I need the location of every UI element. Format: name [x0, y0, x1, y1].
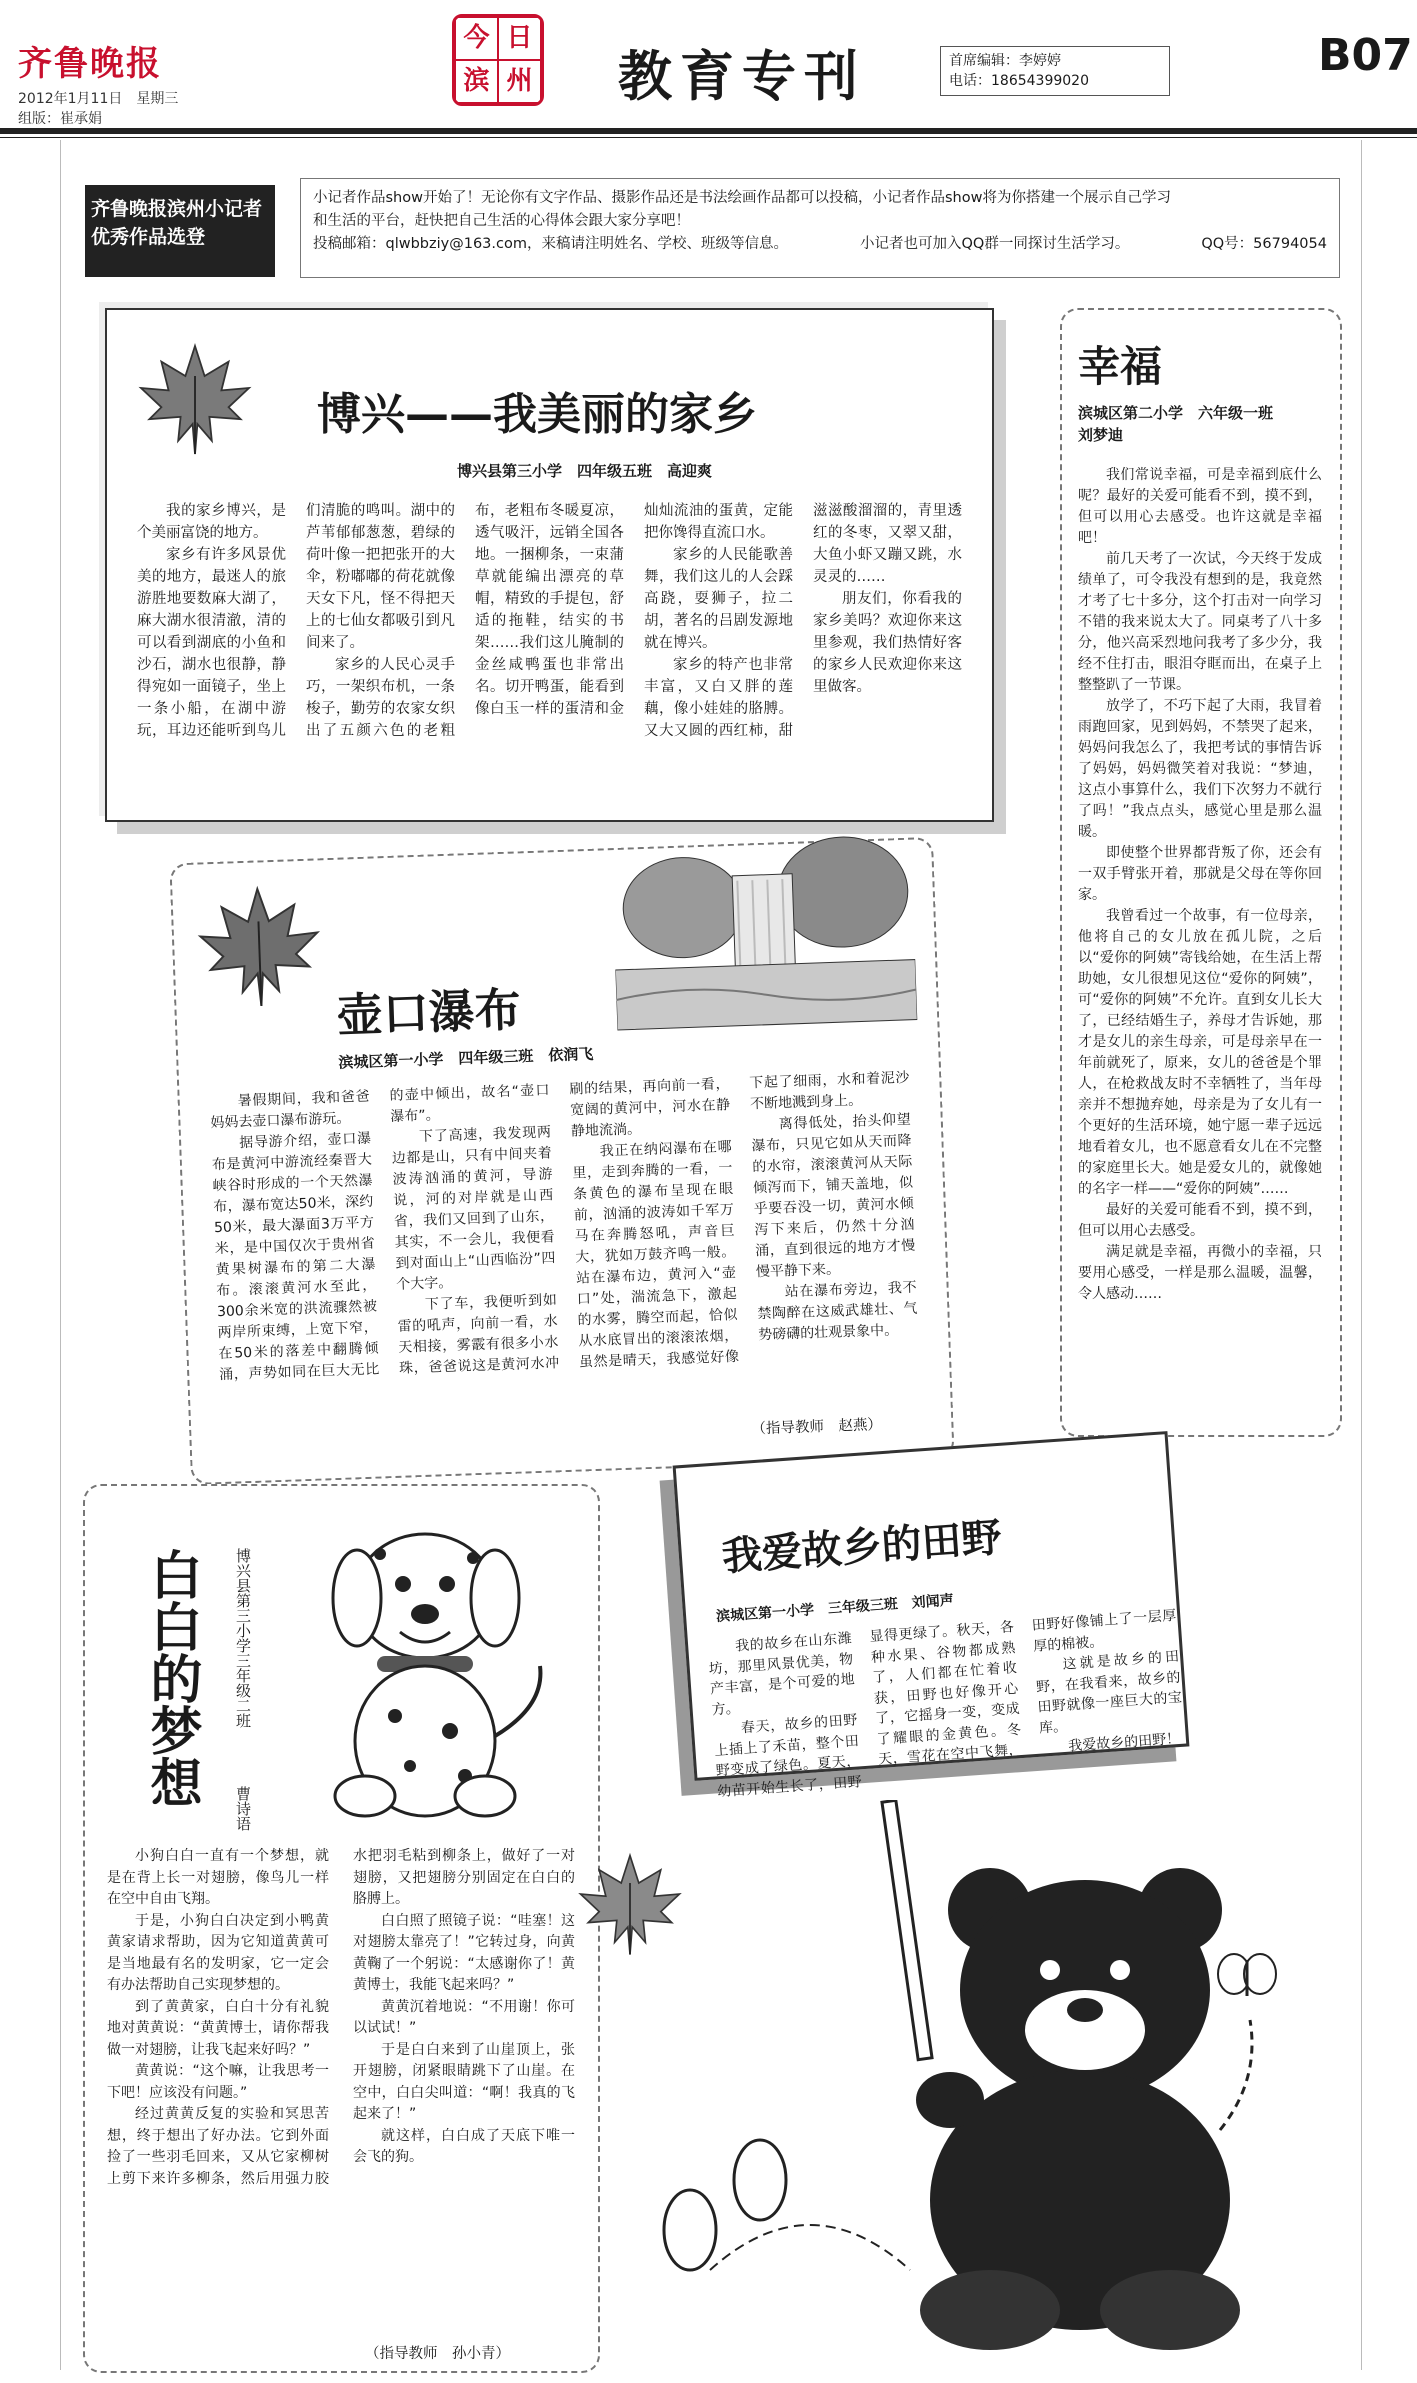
- masthead-rule-thin: [0, 137, 1417, 138]
- paragraph: 我的家乡博兴，是个美丽富饶的地方。: [137, 503, 286, 541]
- paragraph: 离得低处，抬头仰望瀑布，只见它如从天而降的水帘，滚滚黄河从天际倾泻而下，铺天盖地，似乎要吞没一切，黄河水倾泻下来后，仍然十分汹涌，直到很远的地方才慢慢平静下来。: [751, 1111, 916, 1281]
- article-title: 幸福: [1078, 342, 1163, 391]
- article-body: [107, 1846, 575, 2346]
- notice-qq: QQ号：56794054: [1201, 236, 1327, 252]
- article-title: 我爱故乡的田野: [720, 1514, 1004, 1581]
- article-body: [209, 1068, 920, 1422]
- section-title: 教育专刊: [618, 44, 866, 108]
- paragraph: 黄黄沉着地说：“不用谢！你可以试试！”: [353, 1998, 575, 2036]
- paragraph: 春天，故乡的田野上插上了禾苗，整个田野变成了绿色。夏天，幼苗开始生长了，田野显得更绿了。秋天，各种水果、谷物都成熟了，人们都在忙着收获，田野也好像开心了，它摇身一变，变成了耀眼的金黄色。冬天，雪花在空中飞舞，田野好像铺上了一层厚厚的棉被。: [713, 1607, 1177, 1800]
- paragraph: 即使整个世界都背叛了你，还会有一双手臂张开着，那就是父母在等你回家。: [1078, 845, 1322, 903]
- notice-line2: 和生活的平台，赶快把自己生活的心得体会跟大家分享吧！: [313, 213, 690, 229]
- waterfall-illustration: [611, 830, 918, 1040]
- paragraph: 小狗白白一直有一个梦想，就是在背上长一对翅膀，像鸟儿一样在空中自由飞翔。: [107, 1848, 329, 1907]
- paragraph: 下了车，我便听到如雷的吼声，向前一看，水天相接，雾霰有很多小水珠，爸爸说这是黄河水冲刷的结果，再向前一看，宽阔的黄河中，河水在静静地流淌。: [397, 1076, 731, 1377]
- paragraph: 朋友们，你看我的家乡美吗？欢迎你来这里参观，我们热情好客的家乡人民欢迎你来这里做客。: [813, 591, 962, 695]
- paragraph: 黄黄说：“这个嘛，让我思考一下吧！应该没有问题。”: [107, 2063, 329, 2101]
- today-binzhou-seal: [452, 14, 544, 106]
- paragraph: 这就是故乡的田野，在我看来，故乡的田野就像一座巨大的宝库。: [1035, 1648, 1183, 1737]
- promo-tag-line2: 优秀作品选登: [91, 226, 206, 248]
- paragraph: 最好的关爱可能看不到，摸不到，但可以用心去感受。: [1078, 1202, 1322, 1239]
- article-baibai-dream: [83, 1484, 600, 2373]
- paragraph: 家乡的人民能歌善舞，我们这儿的人会踩高跷，耍狮子，拉二胡，著名的吕剧发源地就在博兴。: [644, 547, 793, 651]
- article-byline-name: 刘梦迪: [1078, 426, 1124, 444]
- paragraph: 我正在纳闷瀑布在哪里，走到奔腾的一看，一条黄色的瀑布呈现在眼前，汹涌的波涛如千军万马在奔腾怒吼，声音巨大，犹如万鼓齐鸣一般。站在瀑布边，黄河入“壶口”处，湍流急下，激起的水雾，腾空而起，恰似从水底冒出的滚滚浓烟，虽然是晴天，我感觉好像下起了细雨，水和着泥沙不断地溅到身上。: [572, 1069, 910, 1371]
- notice-line1: 小记者作品show开始了！无论你有文字作品、摄影作品还是书法绘画作品都可以投稿，小记者作品show将为你搭建一个展示自己学习: [313, 190, 1171, 206]
- seal-char: 日: [498, 17, 541, 60]
- paragraph: 我们常说幸福，可是幸福到底什么呢？最好的关爱可能看不到，摸不到，但可以用心去感受。也许这就是幸福吧！: [1078, 467, 1322, 546]
- maple-leaf-icon: [135, 340, 255, 460]
- article-byline: 博兴县第三小学 四年级五班 高迎爽: [457, 462, 713, 480]
- article-happiness: [1060, 308, 1342, 1437]
- article-title: 白白的梦想: [141, 1548, 201, 1808]
- paragraph: 下了高速，我发现两边都是山，只有中间夹着波涛汹涌的黄河，导游说，河的对岸就是山西省，我们又回到了山东，其实，不一会儿，我便看到对面山上“山西临汾”四个大字。: [391, 1124, 556, 1293]
- paragraph: 就这样，白白成了天底下唯一会飞的狗。: [353, 2127, 575, 2165]
- submission-notice: [300, 178, 1340, 278]
- paragraph: 放学了，不巧下起了大雨，我冒着雨跑回家，见到妈妈，不禁哭了起来，妈妈问我怎么了，我把考试的事情告诉了妈妈，妈妈微笑着对我说：“梦迪，这点小事算什么，我们下次努力不就行了吗！”我点点头，感觉心里是那么温暖。: [1078, 698, 1322, 840]
- paragraph: 家乡的人民心灵手巧，一架织布机，一条梭子，勤劳的农家女织出了五颜六色的老粗布，老粗布冬暖夏凉，透气吸汗，远销全国各地。一捆柳条，一束蒲草就能编出漂亮的草帽，精致的手提包，舒适的拖鞋，结实的书架……我们这儿腌制的金丝咸鸭蛋也非常出名。切开鸭蛋，能看到像白玉一样的蛋清和金灿灿流油的蛋黄，定能把你馋得直流口水。: [306, 503, 793, 739]
- teacher-credit: （指导教师 孙小青）: [365, 2346, 510, 2362]
- article-body: [707, 1606, 1188, 1808]
- article-byline: 滨城区第二小学 六年级一班: [1078, 404, 1274, 422]
- paragraph: 于是白白来到了山崖顶上，张开翅膀，闭紧眼睛跳下了山崖。在空中，白白尖叫道：“啊！我真的飞起来了！”: [353, 2041, 575, 2122]
- article-title: 壶口瀑布: [335, 982, 522, 1043]
- article-byline: 滨城区第一小学 四年级三班 依润飞: [338, 1044, 594, 1072]
- paragraph: 我曾看过一个故事，有一位母亲，他将自己的女儿放在孤儿院，之后以“爱你的阿姨”寄钱给她，在生活上帮助她，女儿很想见这位“爱你的阿姨”，可“爱你的阿姨”不允许。直到女儿长大了，已经结婚生子，养母才告诉她，那才是女儿的亲生母亲，可是母亲早在一年前就死了，原来，女儿的爸爸是个罪人，在枪救战友时不幸牺牲了，当年母亲并不想抛弃她，母亲是为了女儿有一个更好的生活环境，她宁愿一辈子远远地看着女儿，也不愿意看女儿在不完整的家庭里长大。她是爱女儿的，就像她的名字一样——“爱你的阿姨”……: [1078, 908, 1322, 1197]
- article-boxing: [105, 308, 994, 822]
- paragraph: 据导游介绍，壶口瀑布是黄河中游流经秦晋大峡谷时形成的一个天然瀑布，瀑布宽达50米，深约50米，最大瀑面3万平方米，是中国仅次于贵州省黄果树瀑布的第二大瀑布。滚滚黄河水至此，300余米宽的洪流骤然被两岸所束缚，上宽下窄，在50米的落差中翻腾倾涌，声势如同在巨大无比的壶中倾出，故名“壶口瀑布”。: [211, 1082, 550, 1384]
- group-editor: 组版：崔承娟: [18, 111, 102, 127]
- editor-info-box: [940, 46, 1170, 96]
- paragraph: 到了黄黄家，白白十分有礼貌地对黄黄说：“黄黄博士，请你帮我做一对翅膀，让我飞起来好吗？”: [107, 1998, 329, 2058]
- paragraph: 我爱故乡的田野！: [1067, 1730, 1181, 1755]
- paragraph: 暑假期间，我和爸爸妈妈去壶口瀑布游玩。: [210, 1088, 370, 1132]
- paragraph: 前几天考了一次试，今天终于发成绩单了，可令我没有想到的是，我竟然才考了七十多分，这个打击对一向学习不错的我来说太大了。同桌考了八十多分，他兴高采烈地问我考了多少分，我经不住打击，眼泪夺眶而出，在桌子上整整趴了一节课。: [1078, 551, 1322, 693]
- article-hukou-waterfall: [169, 837, 954, 1485]
- article-byline: 滨城区第一小学 三年级三班 刘闻声: [715, 1592, 955, 1625]
- promo-tag: [85, 185, 275, 277]
- paragraph: 站在瀑布旁边，我不禁陶醉在这威武雄壮、气势磅礴的壮观景象中。: [757, 1279, 918, 1344]
- page-number: B07: [1318, 30, 1413, 81]
- paragraph: 于是，小狗白白决定到小鸭黄黄家请求帮助，因为它知道黄黄可是当地最有名的发明家，它一定会有办法帮助自己实现梦想的。: [107, 1912, 329, 1993]
- editor-phone: 电话：18654399020: [949, 73, 1089, 89]
- paragraph: 白白照了照镜子说：“哇塞！这对翅膀太靠亮了！”它转过身，向黄黄鞠了一个躬说：“太感谢你了！黄黄博士，我能飞起来吗？”: [353, 1912, 575, 1993]
- masthead-rule: [0, 128, 1417, 134]
- seal-char: 今: [455, 17, 498, 60]
- seal-char: 州: [498, 60, 541, 103]
- maple-leaf-icon: [192, 880, 326, 1014]
- notice-email: 投稿邮箱：qlwbbziy@163.com，来稿请注明姓名、学校、班级等信息。: [313, 236, 788, 252]
- paragraph: 家乡有许多风景优美的地方，最迷人的旅游胜地要数麻大湖了，麻大湖水很清澈，清的可以看到湖底的小鱼和沙石，湖水也很静，静得宛如一面镜子，坐上一条小船，在湖中游玩，耳边还能听到鸟儿们清脆的鸣叫。湖中的芦苇郁郁葱葱，碧绿的荷叶像一把把张开的大伞，粉嘟嘟的荷花就像天女下凡，怪不得把天上的七仙女都吸引到凡间来了。: [137, 503, 455, 739]
- article-body: [137, 500, 962, 800]
- article-body: [1078, 465, 1322, 1305]
- dalmatian-dog-illustration: [285, 1506, 575, 1826]
- paragraph: 满足就是幸福，再微小的幸福，只要用心感受，一样是那么温暖，温馨，令人感动……: [1078, 1244, 1322, 1302]
- article-title: 博兴——我美丽的家乡: [317, 389, 757, 440]
- article-byline: 博兴县第三小学三年级二班: [234, 1548, 252, 1728]
- paragraph: 经过黄黄反复的实验和冥思苦想，终于想出了好办法。它到外面捡了一些羽毛回来，又从它家柳树上剪下来许多柳条，然后用强力胶水把羽毛粘到柳条上，做好了一对翅膀，又把翅膀分别固定在白白的胳膊上。: [107, 1848, 575, 2187]
- seal-char: 滨: [455, 60, 498, 103]
- article-byline-name: 曹诗语: [234, 1786, 252, 1831]
- teacher-credit: （指导教师 赵燕）: [751, 1417, 883, 1438]
- chief-editor: 首席编辑：李婷婷: [949, 53, 1061, 69]
- bear-holding-sign-illustration: [660, 1800, 1300, 2360]
- paragraph: 我的故乡在山东潍坊，那里风景优美，物产丰富，是个可爱的地方。: [708, 1630, 856, 1718]
- paragraph: 家乡的特产也非常丰富，又白又胖的莲藕，像小娃娃的胳膊。又大又圆的西红柿，甜滋滋酸溜溜的，青里透红的冬枣，又翠又甜，大鱼小虾又蹦又跳，水灵灵的……: [644, 503, 962, 739]
- promo-tag-line1: 齐鲁晚报滨州小记者: [91, 198, 263, 220]
- newspaper-logo: 齐鲁晚报: [18, 44, 162, 84]
- notice-qq-group: 小记者也可加入QQ群一同探讨生活学习。: [860, 236, 1130, 252]
- date-line: 2012年1月11日 星期三: [18, 91, 179, 107]
